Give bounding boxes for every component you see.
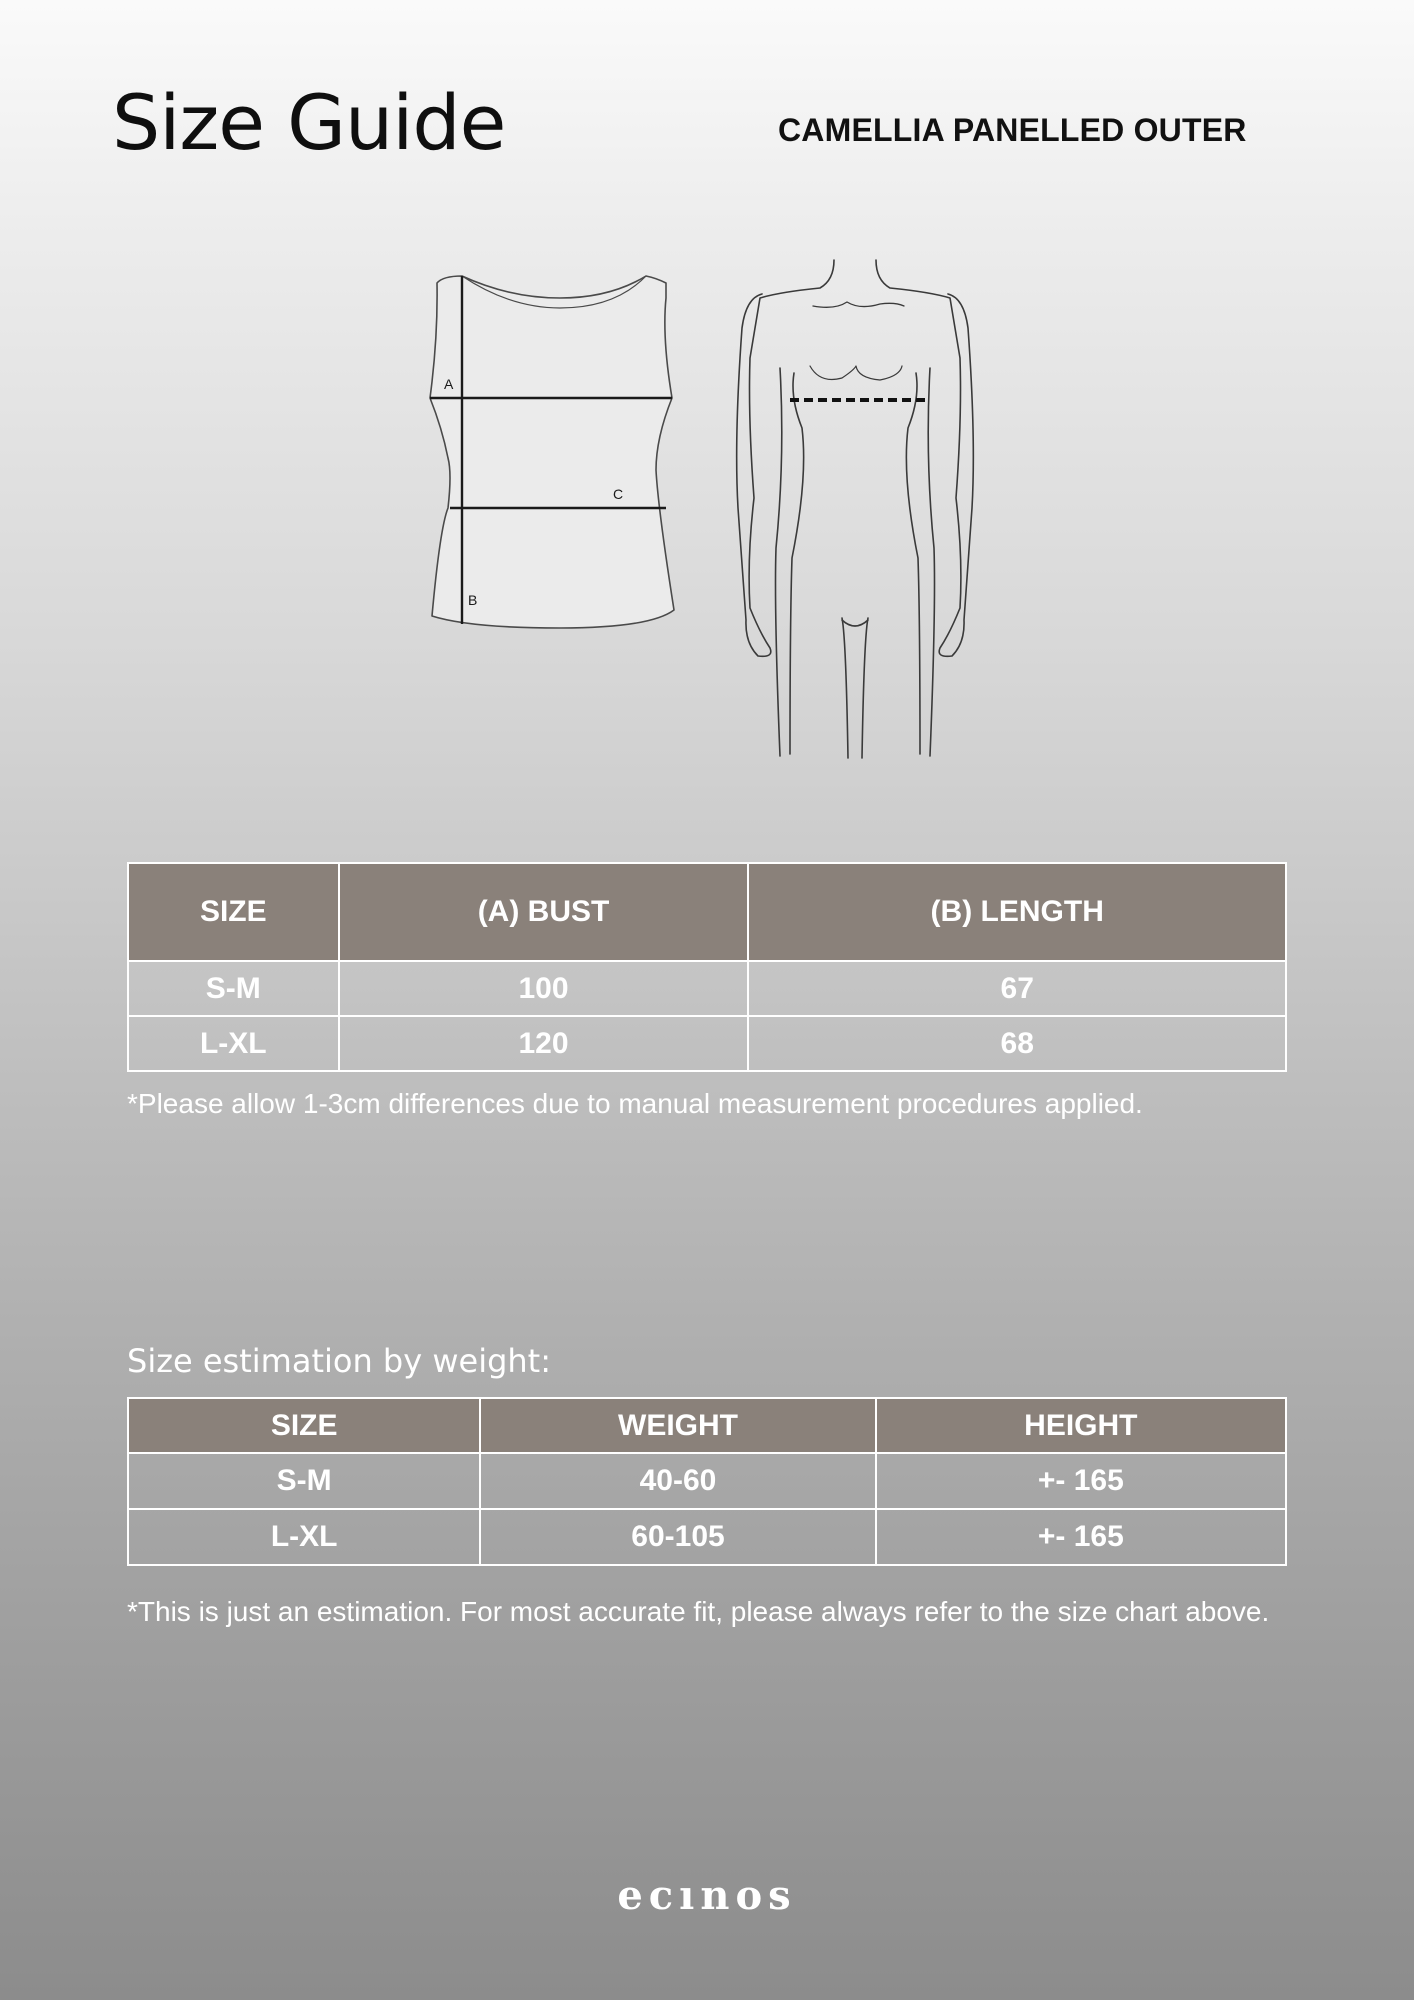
weight-header-size: SIZE [128,1398,480,1453]
page-title: Size Guide [112,78,506,167]
table-row [128,961,1286,1016]
table-cell-size: L-XL [128,1016,339,1071]
weight-table [127,1397,1287,1566]
product-name: CAMELLIA PANELLED OUTER [778,112,1247,148]
table-row [128,1016,1286,1071]
weight-note: *This is just an estimation. For most accurate fit, please always refer to the size chart above. [127,1596,1270,1627]
table-row [128,1509,1286,1565]
measurement-header-row [128,863,1286,961]
weight-header-row [128,1398,1286,1453]
weight-header-height: HEIGHT [876,1398,1286,1453]
weight-section-heading: Size estimation by weight: [127,1342,551,1380]
measurement-header-size: SIZE [128,863,339,961]
garment-sketch [430,276,674,628]
table-cell-size: S-M [128,961,339,1016]
table-cell-length: 68 [748,1016,1286,1071]
table-cell-length: 67 [748,961,1286,1016]
garment-label-c: C [613,486,624,502]
table-cell-height: +- 165 [876,1509,1286,1565]
table-cell-bust: 100 [339,961,749,1016]
measurement-illustration [410,258,1010,768]
measurement-table [127,862,1287,1072]
table-cell-size: S-M [128,1453,480,1509]
table-cell-size: L-XL [128,1509,480,1565]
body-figure-sketch [737,260,974,758]
table-cell-bust: 120 [339,1016,749,1071]
table-cell-height: +- 165 [876,1453,1286,1509]
table-row [128,1453,1286,1509]
table-cell-weight: 40-60 [480,1453,875,1509]
garment-label-b: B [468,592,478,608]
garment-label-a: A [444,376,454,392]
brand-logo: ecınos [617,1872,797,1919]
measurement-header-bust: (A) BUST [339,863,749,961]
measurement-header-length: (B) LENGTH [748,863,1286,961]
table-cell-weight: 60-105 [480,1509,875,1565]
measurement-note: *Please allow 1-3cm differences due to manual measurement procedures applied. [127,1088,1143,1119]
weight-header-weight: WEIGHT [480,1398,875,1453]
